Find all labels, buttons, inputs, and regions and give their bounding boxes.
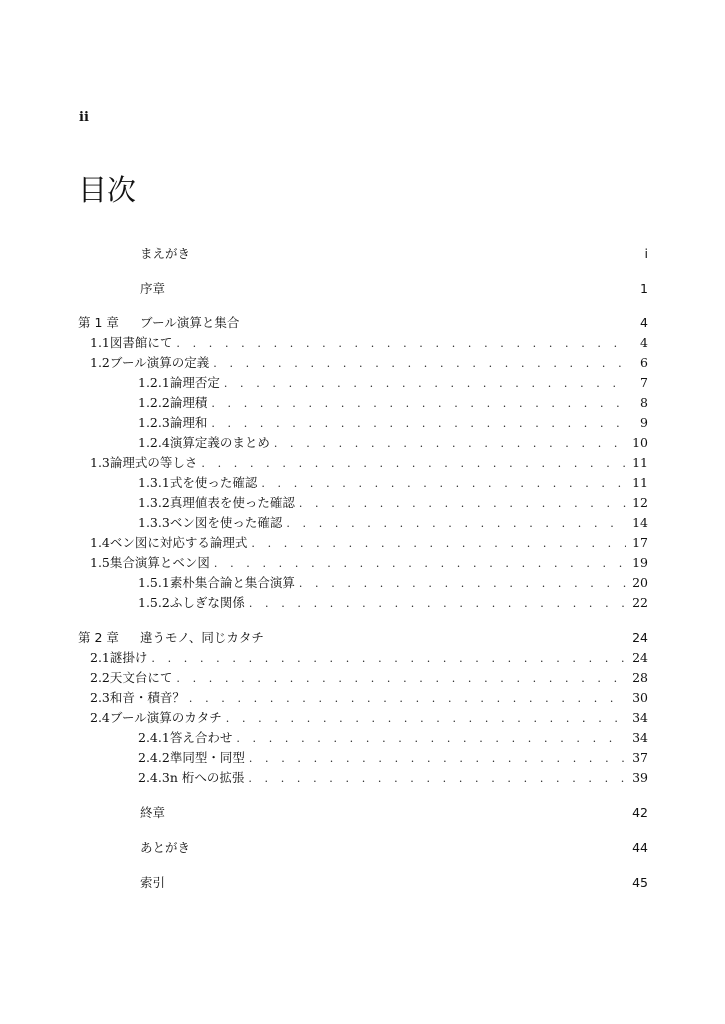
toc-entry-number: 1.5.1 bbox=[138, 575, 170, 590]
toc-entry-title: 集合演算とベン図 bbox=[109, 555, 210, 570]
toc-dot-leader bbox=[248, 769, 626, 789]
toc-entry-title: 図書館にて bbox=[109, 335, 173, 350]
toc-entry-page: 19 bbox=[632, 555, 648, 570]
toc-entry-number: 1.2.2 bbox=[138, 395, 170, 410]
toc-entry-title: 論理式の等しさ bbox=[109, 455, 198, 470]
toc-entry[interactable] bbox=[78, 748, 648, 768]
toc-entry-number: 2.2 bbox=[90, 670, 110, 685]
toc-dot-leader bbox=[299, 494, 626, 514]
toc-entry[interactable] bbox=[78, 279, 648, 299]
toc-entry-page: 22 bbox=[632, 595, 648, 610]
toc-entry-page: i bbox=[644, 246, 648, 261]
toc-entry-title: 式を使った確認 bbox=[169, 475, 258, 490]
toc-entry[interactable] bbox=[78, 413, 648, 433]
toc-entry-page: 24 bbox=[632, 650, 648, 665]
toc-entry-number: 1.5 bbox=[90, 555, 110, 570]
toc-entry-page: 45 bbox=[632, 875, 648, 890]
toc-entry-page: 10 bbox=[632, 435, 648, 450]
toc-entry-page: 8 bbox=[640, 395, 648, 410]
toc-dot-leader bbox=[211, 394, 626, 414]
toc-entry[interactable] bbox=[78, 513, 648, 533]
toc-entry-page: 42 bbox=[632, 805, 648, 820]
toc-entry[interactable] bbox=[78, 573, 648, 593]
toc-entry[interactable] bbox=[78, 433, 648, 453]
toc-entry-title: 論理積 bbox=[169, 395, 208, 410]
toc-entry-number: 2.4.1 bbox=[138, 730, 170, 745]
toc-entry-number: 2.3 bbox=[90, 690, 110, 705]
toc-entry-title: 違うモノ、同じカタチ bbox=[140, 630, 264, 645]
toc-entry[interactable] bbox=[78, 648, 648, 668]
toc-entry-title: ベン図に対応する論理式 bbox=[109, 535, 248, 550]
page-number: ii bbox=[79, 110, 89, 125]
toc-entry-number: 1.3.3 bbox=[138, 515, 170, 530]
toc-entry[interactable] bbox=[78, 244, 648, 264]
toc-entry-page: 28 bbox=[632, 670, 648, 685]
toc-entry-title: 和音・積音？ bbox=[109, 690, 185, 705]
toc-entry-title: 謎掛け bbox=[109, 650, 148, 665]
toc-entry-number: 1.2 bbox=[90, 355, 110, 370]
toc-entry[interactable] bbox=[78, 803, 648, 823]
toc-entry-page: 11 bbox=[632, 475, 648, 490]
toc-entry[interactable] bbox=[78, 708, 648, 728]
toc-entry-title: ブール演算の定義 bbox=[109, 355, 210, 370]
toc-entry-page: 4 bbox=[640, 315, 648, 330]
toc-entry-number: 1.2.4 bbox=[138, 435, 170, 450]
table-of-contents bbox=[78, 0, 648, 1024]
toc-dot-leader bbox=[236, 729, 626, 749]
toc-entry-page: 14 bbox=[632, 515, 648, 530]
toc-entry-number: 2.4.3 bbox=[138, 770, 170, 785]
toc-entry[interactable] bbox=[78, 493, 648, 513]
toc-entry-number: 1.1 bbox=[90, 335, 110, 350]
toc-entry-title: ベン図を使った確認 bbox=[169, 515, 283, 530]
toc-entry-page: 4 bbox=[640, 335, 648, 350]
toc-dot-leader bbox=[251, 534, 626, 554]
toc-dot-leader bbox=[224, 374, 626, 394]
toc-entry-number: 第 1 章 bbox=[78, 315, 119, 330]
toc-entry[interactable] bbox=[78, 353, 648, 373]
toc-entry-number: 1.3.2 bbox=[138, 495, 170, 510]
toc-entry-title: 序章 bbox=[140, 281, 166, 296]
toc-entry-title: あとがき bbox=[140, 840, 191, 855]
toc-entry-number: 1.2.1 bbox=[138, 375, 170, 390]
toc-entry[interactable] bbox=[78, 728, 648, 748]
toc-entry-title: 論理否定 bbox=[169, 375, 220, 390]
toc-entry-number: 1.3 bbox=[90, 455, 110, 470]
toc-entry-number: 2.1 bbox=[90, 650, 110, 665]
toc-dot-leader bbox=[201, 454, 626, 474]
toc-entry[interactable] bbox=[78, 473, 648, 493]
toc-entry-title: 準同型・同型 bbox=[169, 750, 245, 765]
toc-entry-number: 1.3.1 bbox=[138, 475, 170, 490]
toc-entry[interactable] bbox=[78, 393, 648, 413]
toc-entry-title: 真理値表を使った確認 bbox=[169, 495, 295, 510]
toc-dot-leader bbox=[274, 434, 626, 454]
toc-dot-leader bbox=[213, 354, 626, 374]
toc-entry-title: 答え合わせ bbox=[169, 730, 233, 745]
toc-entry-number: 1.2.3 bbox=[138, 415, 170, 430]
toc-entry[interactable] bbox=[78, 533, 648, 553]
toc-entry[interactable] bbox=[78, 768, 648, 788]
toc-entry-page: 37 bbox=[632, 750, 648, 765]
toc-entry-number: 第 2 章 bbox=[78, 630, 119, 645]
toc-entry[interactable] bbox=[78, 628, 648, 648]
toc-entry-page: 39 bbox=[632, 770, 648, 785]
toc-entry-title: ふしぎな関係 bbox=[169, 595, 245, 610]
toc-entry-number: 1.4 bbox=[90, 535, 110, 550]
toc-entry-page: 11 bbox=[632, 455, 648, 470]
toc-dot-leader bbox=[299, 574, 626, 594]
toc-dot-leader bbox=[249, 749, 626, 769]
toc-entry-number: 2.4 bbox=[90, 710, 110, 725]
toc-dot-leader bbox=[214, 554, 626, 574]
toc-entry-page: 12 bbox=[632, 495, 648, 510]
toc-entry[interactable] bbox=[78, 373, 648, 393]
toc-entry-title: n 桁への拡張 bbox=[169, 770, 245, 785]
toc-entry-page: 20 bbox=[632, 575, 648, 590]
toc-entry[interactable] bbox=[78, 688, 648, 708]
toc-entry-title: 論理和 bbox=[169, 415, 208, 430]
toc-entry-page: 9 bbox=[640, 415, 648, 430]
toc-dot-leader bbox=[189, 689, 626, 709]
toc-entry-title: 天文台にて bbox=[109, 670, 173, 685]
toc-entry-page: 1 bbox=[640, 281, 648, 296]
toc-dot-leader bbox=[261, 474, 626, 494]
toc-entry[interactable] bbox=[78, 453, 648, 473]
toc-entry-page: 17 bbox=[632, 535, 648, 550]
toc-entry-page: 24 bbox=[632, 630, 648, 645]
toc-entry[interactable] bbox=[78, 668, 648, 688]
toc-dot-leader bbox=[211, 414, 626, 434]
toc-entry-number: 1.5.2 bbox=[138, 595, 170, 610]
toc-entry-title: まえがき bbox=[140, 246, 191, 261]
toc-entry-title: ブール演算のカタチ bbox=[109, 710, 222, 725]
toc-entry[interactable] bbox=[78, 333, 648, 353]
toc-entry-page: 34 bbox=[632, 710, 648, 725]
toc-dot-leader bbox=[286, 514, 626, 534]
toc-entry-title: ブール演算と集合 bbox=[140, 315, 240, 330]
toc-entry-title: 演算定義のまとめ bbox=[169, 435, 270, 450]
toc-entry-page: 44 bbox=[632, 840, 648, 855]
toc-entry-title: 終章 bbox=[140, 805, 166, 820]
toc-dot-leader bbox=[176, 334, 626, 354]
toc-entry[interactable] bbox=[78, 873, 648, 893]
toc-dot-leader bbox=[176, 669, 626, 689]
toc-entry-page: 7 bbox=[640, 375, 648, 390]
toc-entry-title: 素朴集合論と集合演算 bbox=[169, 575, 295, 590]
toc-entry-page: 34 bbox=[632, 730, 648, 745]
toc-dot-leader bbox=[151, 649, 626, 669]
toc-entry-number: 2.4.2 bbox=[138, 750, 170, 765]
toc-dot-leader bbox=[226, 709, 626, 729]
toc-entry-title: 索引 bbox=[140, 875, 166, 890]
toc-entry-page: 6 bbox=[640, 355, 648, 370]
toc-entry[interactable] bbox=[78, 593, 648, 613]
toc-entry-page: 30 bbox=[632, 690, 648, 705]
toc-entry[interactable] bbox=[78, 313, 648, 333]
toc-dot-leader bbox=[249, 594, 626, 614]
toc-entry[interactable] bbox=[78, 838, 648, 858]
toc-title: 目次 bbox=[78, 173, 137, 207]
toc-entry[interactable] bbox=[78, 553, 648, 573]
